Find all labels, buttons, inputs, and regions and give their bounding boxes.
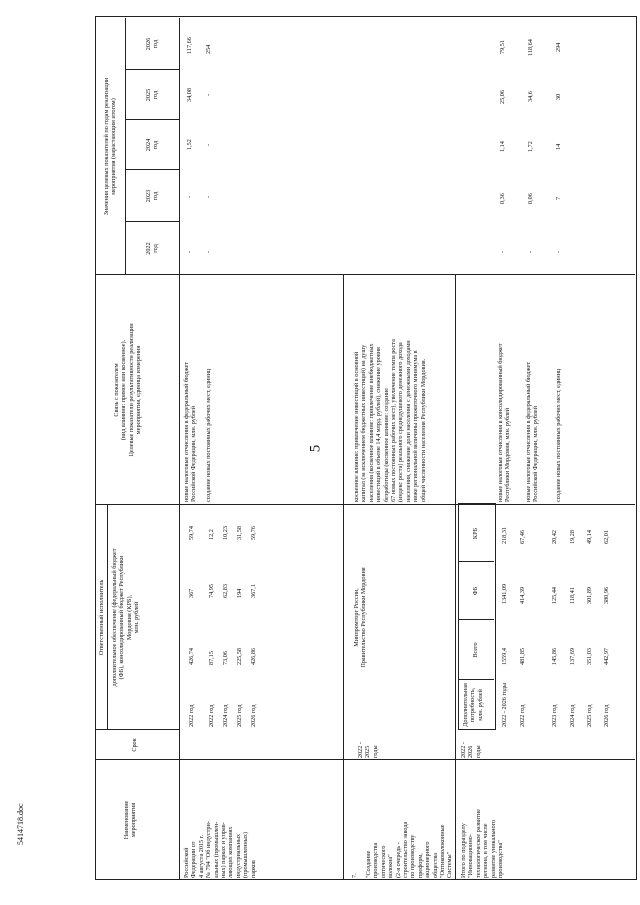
funding-krb: 20,42 xyxy=(551,530,558,544)
target-value: 118,64 xyxy=(527,39,534,56)
funding-total: 442,97 xyxy=(603,647,610,665)
funding-fb: 414,39 xyxy=(519,586,526,604)
year-2024: 2024 год xyxy=(145,138,160,152)
funding-year: 2022 год xyxy=(519,704,526,727)
block7-deadline: 2022 - 2025 годы xyxy=(357,742,379,758)
header-link: Связь с показателем (вид влияния: прямое или косвенное). Целевые показатели результативности реализации мероприятия, единица измерения xyxy=(113,323,143,457)
funding-total: 426,74 xyxy=(188,647,195,665)
target-value: 7 xyxy=(555,196,562,200)
block1-indicator2: создание новых постоянных рабочих мест, единиц xyxy=(205,368,212,502)
funding-krb: 10,23 xyxy=(222,526,229,540)
subtotal-need-header: Дополнительная потребность, млн. рублей xyxy=(462,683,484,727)
funding-total: 481,85 xyxy=(519,647,526,665)
target-value: 34,08 xyxy=(186,88,193,102)
target-value: - xyxy=(499,250,506,253)
funding-year: 2022 год xyxy=(208,704,215,727)
funding-year: 2022 - 2026 годы xyxy=(501,682,508,727)
funding-krb: 62,01 xyxy=(603,530,610,544)
target-value: 34,6 xyxy=(527,91,534,102)
target-value: 254 xyxy=(205,44,212,54)
target-value: 79,51 xyxy=(499,40,506,54)
funding-fb: 301,89 xyxy=(586,586,593,604)
block7-description: косвенное влияние: привлечение инвестиций в основной капитал (за исключением бюджетных инвестиций) на душу населения (косвенное влияние: привлечение внебюджетных инвестиций в объеме 14,4 млрд. рублей), снижение уровня безработицы (косвенное влияние: создание 67 новых постоянных рабочих мест), увеличение темпа роста (индекс роста) реального среднедушевого денежного дохода населения, снижение доли населения с денежными доходами ниже региональной величины прожиточного минимума в общей численности населения Республики Мордовия. xyxy=(353,339,427,502)
funding-fb: 125,44 xyxy=(551,586,558,604)
year-2025: 2025 год xyxy=(145,88,160,102)
target-value: 1,72 xyxy=(527,141,534,152)
funding-krb: 49,14 xyxy=(586,530,593,544)
header-name: Наименование мероприятия xyxy=(123,800,138,840)
funding-krb: 59,76 xyxy=(250,526,257,540)
funding-year: 2026 год xyxy=(250,704,257,727)
target-value: 1,14 xyxy=(499,141,506,152)
subtotal-indicator1: новые налоговые отчисления в консолидированный бюджет Республики Мордовия, млн. рублей xyxy=(497,343,512,502)
target-value: - xyxy=(527,250,534,253)
target-value: - xyxy=(186,195,193,198)
target-value: - xyxy=(205,93,212,96)
col-sep-name xyxy=(95,759,635,760)
funding-total: 73,06 xyxy=(222,651,229,665)
header-funding: дополнительное обеспечение (федеральный бюджет (ФБ), консолидированный бюджет Республики Мордовия (КРБ), млн. рублей xyxy=(111,548,141,687)
target-value: - xyxy=(186,250,193,253)
target-value: 0,36 xyxy=(499,193,506,204)
funding-year: 2024 год xyxy=(222,704,229,727)
funding-year: 2024 год xyxy=(569,704,576,727)
block7-name: "Создание производства оптического волокна" (2-я очередь - строительство завода по производству преформ, акционерного общества "Оптиковолоконные Системы" xyxy=(365,821,454,878)
block1-name: Российской Федерации от 4 августа 2015 г. № 794 "Об индустри- альных (промышлен- ных) парках и управ- ляющих компаниях индустриальных (промышленных) парков xyxy=(183,821,257,878)
funding-year: 2025 год xyxy=(586,704,593,727)
target-value: 117,66 xyxy=(186,37,193,54)
subtotal-indicator2: новые налоговые отчисления в федеральный бюджет Российской Федерации, млн. рублей xyxy=(525,361,540,502)
target-value: - xyxy=(205,195,212,198)
funding-fb: 62,83 xyxy=(222,584,229,598)
header-executor: Ответственный исполнитель xyxy=(98,579,105,656)
col-sep-link xyxy=(95,274,635,275)
funding-year: 2022 год xyxy=(188,704,195,727)
subtotal-krb-header: КРБ xyxy=(472,527,479,540)
funding-krb: 218,31 xyxy=(501,526,508,544)
target-value: - xyxy=(205,143,212,146)
header-targets: Значения целевых показателей по годам реализации мероприятия (нарастающим итогом) xyxy=(103,77,118,216)
funding-krb: 19,28 xyxy=(569,530,576,544)
funding-total: 1559,4 xyxy=(501,647,508,665)
funding-fb: 1341,09 xyxy=(501,583,508,604)
subtotal-indicator3: создание новых постоянных рабочих мест, единиц xyxy=(555,368,562,502)
subtotal-fb-header: ФБ xyxy=(472,586,479,596)
funding-fb: 380,96 xyxy=(603,586,610,604)
funding-fb: 118,41 xyxy=(569,587,576,604)
funding-krb: 67,46 xyxy=(519,530,526,544)
page-number: 5 xyxy=(307,444,324,453)
footer-filename: 5414718.doc xyxy=(16,803,25,845)
row-divider xyxy=(343,275,344,880)
funding-krb: 31,58 xyxy=(236,526,243,540)
year-2023: 2023 год xyxy=(145,189,160,203)
funding-fb: 74,95 xyxy=(208,584,215,598)
block1-indicator1: новые налоговые отчисления в федеральный бюджет Российской Федерации, млн. рублей xyxy=(183,361,198,502)
targets-title-line xyxy=(125,18,126,275)
row-divider xyxy=(455,275,456,880)
target-value: 0,06 xyxy=(527,193,534,204)
funding-year: 2026 год xyxy=(603,704,610,727)
block7-executor: Минпромторг России, Правительство Республики Мордовия xyxy=(353,567,368,668)
subtotal-label: Итого по подразделу "Инновационно- технологическое развитие региона, в том числе развитие уникального производства" xyxy=(460,808,505,878)
executor-title-line xyxy=(107,505,108,730)
funding-krb: 59,74 xyxy=(188,526,195,540)
subtotal-total-header: Всего xyxy=(472,642,479,658)
funding-fb: 367,1 xyxy=(250,584,257,598)
funding-total: 351,03 xyxy=(586,647,593,665)
target-value: - xyxy=(555,250,562,253)
funding-total: 137,69 xyxy=(569,647,576,665)
target-value: 25,06 xyxy=(499,90,506,104)
year-2026: 2026 год xyxy=(145,37,160,51)
funding-fb: 367 xyxy=(188,588,195,598)
funding-total: 225,58 xyxy=(236,647,243,665)
subtotal-deadline: 2022 - 2026 годы xyxy=(460,742,482,758)
funding-krb: 12,2 xyxy=(208,529,215,540)
target-value: - xyxy=(205,250,212,253)
funding-year: 2023 год xyxy=(551,704,558,727)
target-value: 1,52 xyxy=(186,139,193,150)
header-divider xyxy=(179,18,180,880)
funding-fb: 194 xyxy=(236,588,243,598)
rotated-table xyxy=(95,10,640,880)
funding-total: 145,86 xyxy=(551,647,558,665)
block7-number: 7. xyxy=(351,873,358,878)
funding-total: 87,15 xyxy=(208,651,215,665)
funding-year: 2025 год xyxy=(236,704,243,727)
header-deadline: Срок xyxy=(131,738,138,752)
year-2022: 2022 год xyxy=(145,242,160,255)
target-value: 30 xyxy=(555,93,562,100)
target-value: 14 xyxy=(555,143,562,150)
target-value: 294 xyxy=(555,42,562,52)
funding-total: 426,86 xyxy=(250,647,257,665)
